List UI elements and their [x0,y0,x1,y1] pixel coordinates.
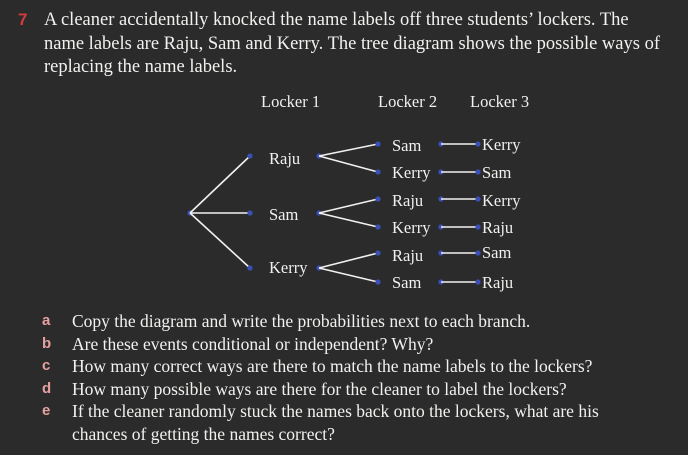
level1-label: Sam [269,205,299,224]
part-letter: c [42,357,51,374]
intro-line: replacing the name labels. [44,57,238,77]
node-dot [375,169,380,174]
node-dot [247,210,252,215]
question-part-e [42,400,682,445]
level2-label: Sam [392,273,422,292]
intro-line: A cleaner accidentally knocked the name labels off three students’ lockers. The [44,10,629,30]
question-part-b [42,333,682,356]
node-dot [475,224,480,229]
node-dot [475,141,480,146]
node-dot [375,279,380,284]
branch-line [190,213,250,268]
level1-label: Raju [269,149,301,168]
part-text: If the cleaner randomly stuck the names back onto the lockers, what are his [72,401,599,421]
node-dot [247,265,252,270]
question-part-a [42,310,682,333]
level3-label: Sam [482,163,512,182]
question-number: 7 [18,10,28,29]
branch-line [190,156,250,213]
part-text: How many possible ways are there for the cleaner to label the lockers? [72,378,567,399]
level2-label: Sam [392,136,422,155]
part-text: chances of getting the names correct? [72,423,335,444]
branch-line [319,156,378,172]
question-parts [42,310,682,445]
part-letter: a [42,312,51,329]
level3-label: Raju [482,273,514,292]
level3-label: Raju [482,218,514,237]
branch-line [319,213,378,227]
node-dot [247,153,252,158]
question-part-c [42,355,682,378]
node-dot [475,250,480,255]
branch-line [319,144,378,156]
branch-line [319,268,378,282]
part-text: Copy the diagram and write the probabilities next to each branch. [72,311,531,331]
node-dot [475,196,480,201]
level3-label: Kerry [482,135,521,154]
question-part-d [42,378,682,401]
node-dot [475,169,480,174]
part-letter: e [42,402,51,419]
level2-label: Raju [392,246,424,265]
level2-label: Kerry [392,163,431,182]
level2-label: Raju [392,191,424,210]
level3-label: Sam [482,243,512,262]
level1-label: Kerry [269,258,308,277]
level3-label: Kerry [482,191,521,210]
header-locker-3: Locker 3 [470,92,530,111]
node-dot [475,279,480,284]
branch-line [319,199,378,213]
header-locker-2: Locker 2 [378,92,438,111]
node-dot [375,141,380,146]
branch-line [319,253,378,268]
part-text: Are these events conditional or independent? Why? [72,333,434,354]
node-dot [375,224,380,229]
header-locker-1: Locker 1 [261,92,321,111]
node-dot [375,250,380,255]
part-text: How many correct ways are there to match the name labels to the lockers? [72,356,593,376]
intro-line: name labels are Raju, Sam and Kerry. The tree diagram shows the possible ways of [44,33,660,54]
level2-label: Kerry [392,218,431,237]
node-dot [375,196,380,201]
part-letter: b [42,334,52,352]
part-letter: d [42,379,52,397]
